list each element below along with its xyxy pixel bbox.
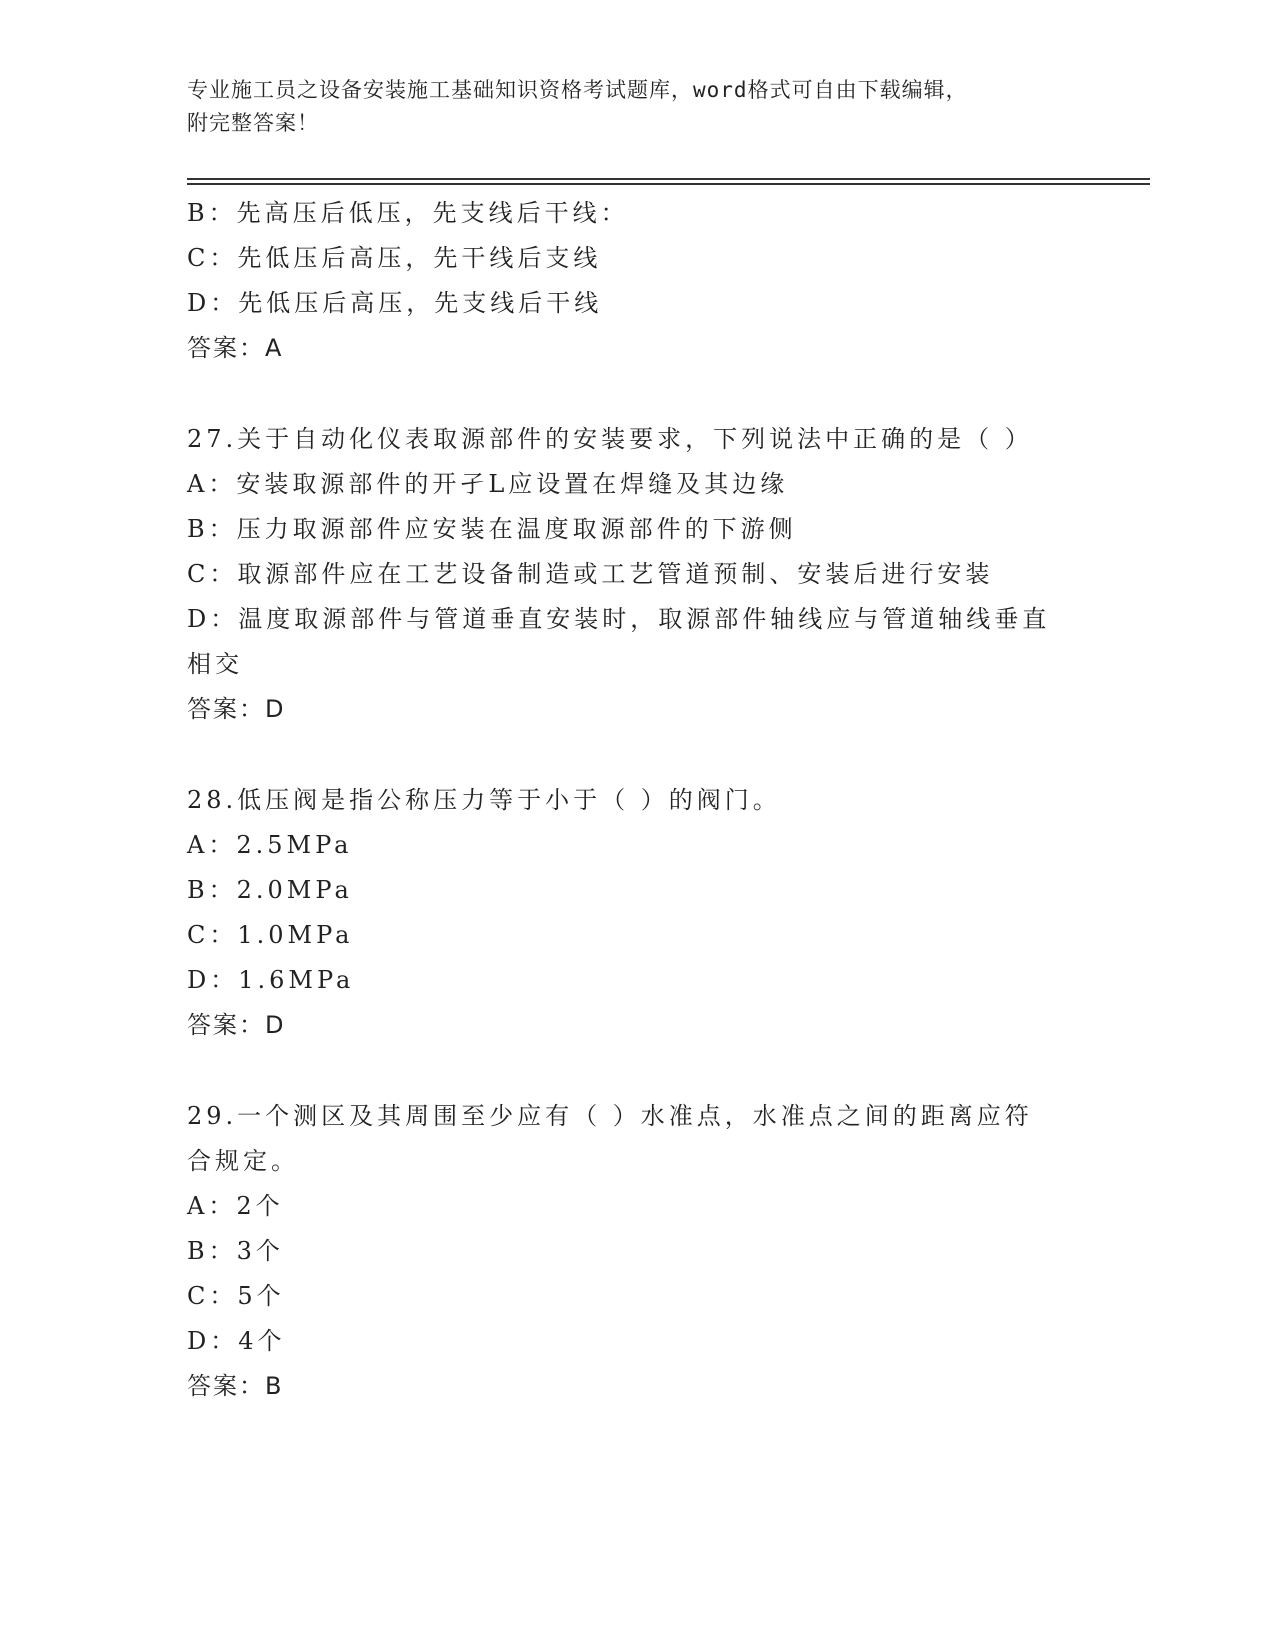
option-line: D：先低压后高压，先支线后干线 (187, 289, 603, 317)
option-line: C：5个 (187, 1282, 285, 1310)
option-line: B：先高压后低压，先支线后干线： (187, 199, 629, 227)
option-line: C：取源部件应在工艺设备制造或工艺管道预制、安装后进行安装 (187, 560, 994, 588)
option-line: C：先低压后高压，先干线后支线 (187, 244, 602, 272)
option-line: B：压力取源部件应安装在温度取源部件的下游侧 (187, 515, 797, 543)
option-line: B：2.0MPa (187, 876, 353, 904)
answer-line: 答案：D (187, 695, 286, 723)
answer-line: 答案：A (187, 334, 284, 362)
question-line: 29.一个测区及其周围至少应有（ ）水准点，水准点之间的距离应符 (187, 1102, 1033, 1130)
header-line-1: 专业施工员之设备安装施工基础知识资格考试题库，word格式可自由下载编辑， (187, 78, 968, 102)
option-line: A：2个 (187, 1192, 284, 1220)
answer-line: 答案：D (187, 1011, 286, 1039)
option-line: C：1.0MPa (187, 921, 354, 949)
option-line: D：1.6MPa (187, 966, 355, 994)
option-line-continued: 相交 (187, 650, 243, 678)
option-line: D：4个 (187, 1327, 286, 1355)
option-line: A：安装取源部件的开孑L应设置在焊缝及其边缘 (187, 470, 789, 498)
option-line: A：2.5MPa (187, 831, 353, 859)
question-line-continued: 合规定。 (187, 1147, 299, 1175)
question-line: 28.低压阀是指公称压力等于小于（ ）的阀门。 (187, 786, 781, 814)
question-line: 27.关于自动化仪表取源部件的安装要求，下列说法中正确的是（ ） (187, 425, 1033, 453)
answer-line: 答案：B (187, 1372, 284, 1400)
header-rule-top (187, 178, 1150, 180)
option-line: B：3个 (187, 1237, 284, 1265)
document-header (187, 74, 1067, 140)
header-line-2: 附完整答案！ (187, 111, 319, 135)
option-line: D：温度取源部件与管道垂直安装时，取源部件轴线应与管道轴线垂直 (187, 605, 1051, 633)
header-rule-bottom (187, 183, 1150, 185)
